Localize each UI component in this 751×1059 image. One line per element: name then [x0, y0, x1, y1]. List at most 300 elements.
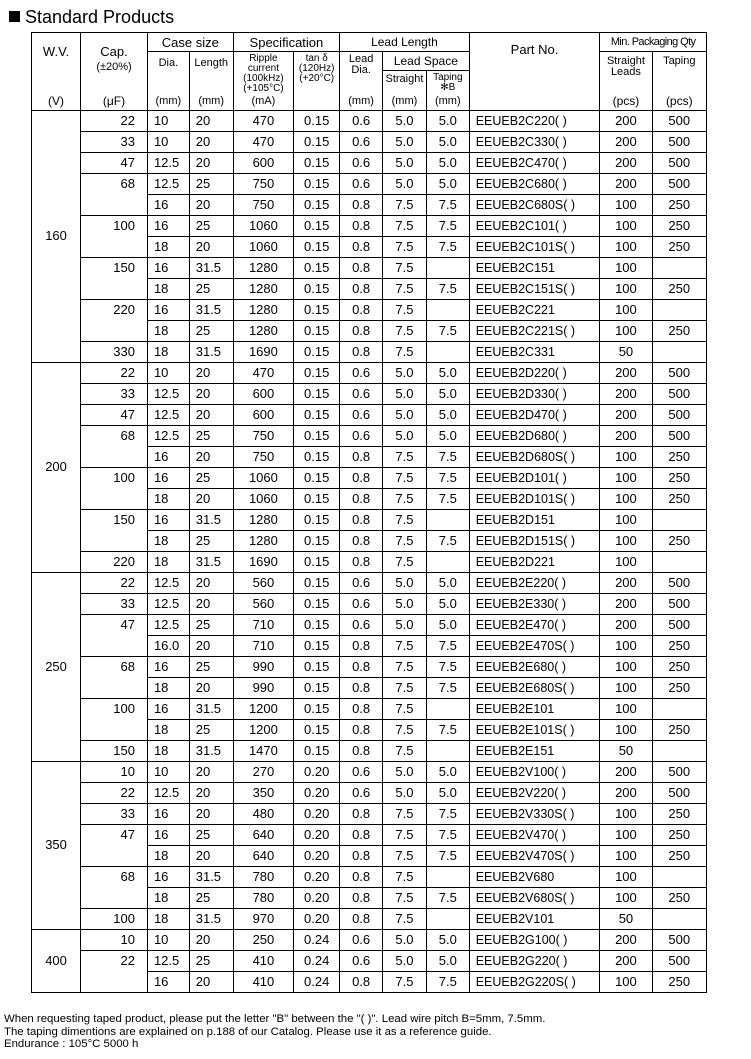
- part-number: EEUEB2E680( ): [469, 656, 600, 677]
- part-number: EEUEB2C470( ): [469, 152, 600, 173]
- qty-straight-leads: 100: [600, 971, 652, 992]
- lead-space-straight: 7.5: [383, 236, 427, 257]
- lead-space-straight: 5.0: [383, 362, 427, 383]
- case-length: 25: [189, 173, 233, 194]
- header-cap-label: Cap.: [100, 44, 128, 59]
- lead-space-taping: 7.5: [426, 530, 469, 551]
- lead-dia: 0.8: [340, 656, 383, 677]
- case-length: 25: [189, 719, 233, 740]
- case-dia: 18: [147, 887, 189, 908]
- tan-delta: 0.15: [294, 194, 340, 215]
- capacitance-cell: 68: [81, 866, 148, 908]
- case-dia: 18: [147, 488, 189, 509]
- table-row: [32, 383, 707, 404]
- standard-products-table: [31, 32, 707, 993]
- header-taping-qty: Taping: [652, 52, 706, 95]
- tan-delta: 0.15: [294, 551, 340, 572]
- part-number: EEUEB2E220( ): [469, 572, 600, 593]
- header-min-packaging: Min. Packaging Qty: [600, 33, 707, 52]
- lead-space-straight: 5.0: [383, 110, 427, 131]
- case-dia: 16: [147, 509, 189, 530]
- lead-space-straight: 7.5: [383, 824, 427, 845]
- capacitance-cell: 22: [81, 572, 148, 593]
- qty-taping: 500: [652, 362, 706, 383]
- ripple-current: 750: [233, 425, 294, 446]
- table-row: [32, 551, 707, 572]
- ripple-current: 1690: [233, 341, 294, 362]
- case-length: 20: [189, 404, 233, 425]
- qty-taping: 500: [652, 383, 706, 404]
- lead-dia: 0.8: [340, 866, 383, 887]
- lead-dia: 0.8: [340, 467, 383, 488]
- ripple-current: 750: [233, 173, 294, 194]
- table-row: [32, 950, 707, 971]
- ripple-current: 1060: [233, 236, 294, 257]
- working-voltage-cell: 400: [32, 929, 81, 992]
- tan-delta: 0.15: [294, 467, 340, 488]
- case-dia: 16: [147, 656, 189, 677]
- part-number: EEUEB2E151: [469, 740, 600, 761]
- lead-space-straight: 7.5: [383, 278, 427, 299]
- straight-leads-line-1: Straight: [606, 55, 645, 67]
- taping-line-1: Taping: [433, 72, 463, 84]
- case-length: 20: [189, 152, 233, 173]
- ripple-current: 1470: [233, 740, 294, 761]
- qty-taping: 250: [652, 887, 706, 908]
- tan-delta: 0.15: [294, 257, 340, 278]
- case-dia: 10: [147, 110, 189, 131]
- qty-straight-leads: 200: [600, 110, 652, 131]
- tan-line-1: tan δ: [305, 53, 328, 64]
- ripple-current: 560: [233, 593, 294, 614]
- lead-space-taping: 5.0: [426, 572, 469, 593]
- case-length: 25: [189, 950, 233, 971]
- qty-straight-leads: 100: [600, 845, 652, 866]
- lead-space-taping: 5.0: [426, 404, 469, 425]
- qty-straight-leads: 100: [600, 299, 652, 320]
- case-dia: 16: [147, 194, 189, 215]
- ripple-line-4: (+105°C): [243, 83, 284, 94]
- qty-straight-leads: 200: [600, 782, 652, 803]
- case-length: 31.5: [189, 908, 233, 929]
- part-number: EEUEB2C101S( ): [469, 236, 600, 257]
- ripple-current: 970: [233, 908, 294, 929]
- lead-dia: 0.8: [340, 740, 383, 761]
- qty-straight-leads: 200: [600, 383, 652, 404]
- case-dia: 18: [147, 341, 189, 362]
- table-row: [32, 803, 707, 824]
- tan-delta: 0.15: [294, 656, 340, 677]
- capacitance-cell: 22: [81, 782, 148, 803]
- lead-space-taping: 5.0: [426, 614, 469, 635]
- qty-taping: 250: [652, 278, 706, 299]
- ripple-current: 480: [233, 803, 294, 824]
- tan-delta: 0.20: [294, 803, 340, 824]
- header-straight-leads: [600, 52, 652, 95]
- qty-straight-leads: 200: [600, 404, 652, 425]
- tan-delta: 0.15: [294, 509, 340, 530]
- qty-taping: 250: [652, 215, 706, 236]
- qty-taping: 500: [652, 131, 706, 152]
- square-bullet-icon: [9, 11, 20, 22]
- table-row: [32, 173, 707, 194]
- ripple-current: 600: [233, 152, 294, 173]
- ripple-current: 1280: [233, 509, 294, 530]
- qty-taping: 500: [652, 173, 706, 194]
- lead-space-straight: 5.0: [383, 929, 427, 950]
- ripple-current: 1280: [233, 257, 294, 278]
- tan-delta: 0.15: [294, 740, 340, 761]
- tan-delta: 0.15: [294, 320, 340, 341]
- taping-line-2: ✻B: [440, 82, 456, 94]
- tan-delta: 0.20: [294, 782, 340, 803]
- lead-space-straight: 7.5: [383, 215, 427, 236]
- case-length: 25: [189, 467, 233, 488]
- header-tan-delta: [294, 52, 340, 95]
- unit-v: (V): [32, 94, 81, 110]
- capacitance-cell: 47: [81, 614, 148, 656]
- part-number: EEUEB2C680S( ): [469, 194, 600, 215]
- qty-straight-leads: 50: [600, 908, 652, 929]
- table-row: [32, 740, 707, 761]
- lead-space-taping: 5.0: [426, 110, 469, 131]
- case-length: 20: [189, 845, 233, 866]
- tan-line-3: (+20°C): [299, 73, 335, 84]
- tan-delta: 0.15: [294, 299, 340, 320]
- case-length: 25: [189, 425, 233, 446]
- lead-space-taping: 5.0: [426, 782, 469, 803]
- tan-delta: 0.15: [294, 593, 340, 614]
- tan-delta: 0.15: [294, 215, 340, 236]
- lead-space-straight: 5.0: [383, 404, 427, 425]
- tan-delta: 0.15: [294, 383, 340, 404]
- case-length: 20: [189, 782, 233, 803]
- part-number: EEUEB2C331: [469, 341, 600, 362]
- capacitance-cell: 33: [81, 593, 148, 614]
- case-dia: 18: [147, 677, 189, 698]
- case-length: 31.5: [189, 509, 233, 530]
- lead-dia-line-2: Dia.: [351, 64, 371, 76]
- qty-straight-leads: 100: [600, 467, 652, 488]
- ripple-line-2: current: [247, 63, 279, 74]
- unit-taping-mm: (mm): [426, 94, 469, 110]
- lead-space-straight: 5.0: [383, 383, 427, 404]
- qty-taping: 500: [652, 929, 706, 950]
- lead-dia: 0.8: [340, 635, 383, 656]
- tan-delta: 0.20: [294, 824, 340, 845]
- part-number: EEUEB2C221: [469, 299, 600, 320]
- lead-space-taping: 7.5: [426, 194, 469, 215]
- ripple-current: 1280: [233, 320, 294, 341]
- lead-space-taping: 5.0: [426, 131, 469, 152]
- lead-space-taping: 7.5: [426, 677, 469, 698]
- capacitance-cell: 33: [81, 803, 148, 824]
- ripple-current: 250: [233, 929, 294, 950]
- lead-dia: 0.8: [340, 698, 383, 719]
- case-dia: 10: [147, 131, 189, 152]
- unit-straight-pcs: (pcs): [600, 94, 652, 110]
- part-number: EEUEB2C221S( ): [469, 320, 600, 341]
- lead-space-taping: [426, 740, 469, 761]
- ripple-current: 990: [233, 677, 294, 698]
- table-row: [32, 572, 707, 593]
- capacitance-cell: 47: [81, 824, 148, 866]
- ripple-current: 1200: [233, 719, 294, 740]
- ripple-line-1: Ripple: [249, 53, 278, 64]
- tan-delta: 0.24: [294, 971, 340, 992]
- qty-straight-leads: 100: [600, 866, 652, 887]
- tan-delta: 0.15: [294, 173, 340, 194]
- unit-ripple-ma: (mA): [233, 94, 294, 110]
- part-number: EEUEB2C101( ): [469, 215, 600, 236]
- case-length: 25: [189, 530, 233, 551]
- qty-straight-leads: 100: [600, 194, 652, 215]
- lead-space-taping: [426, 551, 469, 572]
- case-dia: 18: [147, 740, 189, 761]
- qty-taping: [652, 551, 706, 572]
- qty-straight-leads: 100: [600, 320, 652, 341]
- qty-straight-leads: 200: [600, 173, 652, 194]
- case-dia: 12.5: [147, 173, 189, 194]
- case-dia: 10: [147, 761, 189, 782]
- table-row: [32, 908, 707, 929]
- capacitance-cell: 150: [81, 509, 148, 551]
- tan-delta: 0.15: [294, 404, 340, 425]
- ripple-current: 1280: [233, 530, 294, 551]
- lead-space-taping: 7.5: [426, 803, 469, 824]
- qty-straight-leads: 100: [600, 236, 652, 257]
- qty-taping: [652, 908, 706, 929]
- unit-part-empty: [469, 94, 600, 110]
- lead-space-straight: 5.0: [383, 950, 427, 971]
- part-number: EEUEB2E101: [469, 698, 600, 719]
- qty-straight-leads: 200: [600, 593, 652, 614]
- lead-space-straight: 7.5: [383, 677, 427, 698]
- qty-straight-leads: 200: [600, 761, 652, 782]
- tan-delta: 0.15: [294, 131, 340, 152]
- qty-taping: [652, 698, 706, 719]
- table-row: [32, 593, 707, 614]
- qty-taping: 250: [652, 446, 706, 467]
- case-length: 20: [189, 110, 233, 131]
- lead-dia: 0.8: [340, 299, 383, 320]
- qty-taping: 250: [652, 530, 706, 551]
- qty-taping: 250: [652, 488, 706, 509]
- qty-taping: 250: [652, 824, 706, 845]
- lead-dia: 0.8: [340, 551, 383, 572]
- lead-dia: 0.6: [340, 131, 383, 152]
- ripple-current: 990: [233, 656, 294, 677]
- tan-delta: 0.20: [294, 887, 340, 908]
- case-dia: 16: [147, 866, 189, 887]
- header-lead-space: Lead Space: [383, 52, 470, 71]
- case-length: 25: [189, 215, 233, 236]
- qty-taping: 250: [652, 320, 706, 341]
- qty-straight-leads: 100: [600, 677, 652, 698]
- case-dia: 12.5: [147, 404, 189, 425]
- capacitance-cell: 330: [81, 341, 148, 362]
- qty-taping: 500: [652, 152, 706, 173]
- lead-dia: 0.8: [340, 278, 383, 299]
- lead-space-taping: 5.0: [426, 173, 469, 194]
- table-row: [32, 866, 707, 887]
- part-number: EEUEB2V330S( ): [469, 803, 600, 824]
- part-number: EEUEB2D151S( ): [469, 530, 600, 551]
- ripple-current: 780: [233, 887, 294, 908]
- capacitance-cell: 68: [81, 173, 148, 215]
- tan-delta: 0.20: [294, 866, 340, 887]
- case-length: 31.5: [189, 698, 233, 719]
- lead-dia: 0.6: [340, 383, 383, 404]
- qty-straight-leads: 100: [600, 215, 652, 236]
- part-number: EEUEB2G220S( ): [469, 971, 600, 992]
- case-dia: 16: [147, 803, 189, 824]
- lead-dia: 0.6: [340, 173, 383, 194]
- qty-straight-leads: 200: [600, 572, 652, 593]
- qty-taping: 500: [652, 950, 706, 971]
- ripple-line-3: (100kHz): [243, 73, 284, 84]
- ripple-current: 1280: [233, 299, 294, 320]
- working-voltage-cell: 350: [32, 761, 81, 929]
- lead-space-straight: 7.5: [383, 551, 427, 572]
- lead-dia: 0.8: [340, 719, 383, 740]
- case-length: 20: [189, 635, 233, 656]
- tan-delta: 0.15: [294, 614, 340, 635]
- lead-space-taping: 5.0: [426, 761, 469, 782]
- qty-straight-leads: 100: [600, 803, 652, 824]
- unit-tan-empty: [294, 94, 340, 110]
- case-dia: 16.0: [147, 635, 189, 656]
- case-length: 20: [189, 677, 233, 698]
- lead-space-straight: 7.5: [383, 845, 427, 866]
- qty-taping: 250: [652, 719, 706, 740]
- qty-taping: 250: [652, 236, 706, 257]
- lead-space-straight: 7.5: [383, 698, 427, 719]
- table-header: [32, 33, 707, 111]
- part-number: EEUEB2E330( ): [469, 593, 600, 614]
- tan-delta: 0.15: [294, 362, 340, 383]
- case-dia: 16: [147, 446, 189, 467]
- lead-space-straight: 5.0: [383, 593, 427, 614]
- tan-delta: 0.15: [294, 488, 340, 509]
- ripple-current: 1200: [233, 698, 294, 719]
- qty-straight-leads: 100: [600, 530, 652, 551]
- ripple-current: 710: [233, 635, 294, 656]
- table-row: [32, 824, 707, 845]
- lead-space-taping: 5.0: [426, 362, 469, 383]
- case-length: 20: [189, 593, 233, 614]
- header-cap: [81, 33, 148, 95]
- part-number: EEUEB2C151S( ): [469, 278, 600, 299]
- lead-dia: 0.8: [340, 194, 383, 215]
- lead-space-taping: 7.5: [426, 845, 469, 866]
- case-length: 20: [189, 194, 233, 215]
- lead-dia: 0.8: [340, 887, 383, 908]
- capacitance-cell: 100: [81, 467, 148, 509]
- ripple-current: 560: [233, 572, 294, 593]
- capacitance-cell: 100: [81, 698, 148, 740]
- lead-space-taping: 5.0: [426, 425, 469, 446]
- part-number: EEUEB2D151: [469, 509, 600, 530]
- lead-dia: 0.6: [340, 614, 383, 635]
- part-number: EEUEB2D470( ): [469, 404, 600, 425]
- tan-delta: 0.15: [294, 152, 340, 173]
- ripple-current: 470: [233, 131, 294, 152]
- case-dia: 16: [147, 971, 189, 992]
- lead-dia: 0.8: [340, 530, 383, 551]
- lead-space-straight: 7.5: [383, 866, 427, 887]
- part-number: EEUEB2E470( ): [469, 614, 600, 635]
- part-number: EEUEB2C151: [469, 257, 600, 278]
- capacitance-cell: 150: [81, 740, 148, 761]
- ripple-current: 470: [233, 362, 294, 383]
- lead-space-taping: 7.5: [426, 971, 469, 992]
- unit-lead-dia-mm: (mm): [340, 94, 383, 110]
- tan-delta: 0.15: [294, 425, 340, 446]
- case-dia: 12.5: [147, 425, 189, 446]
- capacitance-cell: 150: [81, 257, 148, 299]
- tan-delta: 0.15: [294, 572, 340, 593]
- part-number: EEUEB2E470S( ): [469, 635, 600, 656]
- working-voltage-cell: 200: [32, 362, 81, 572]
- case-length: 20: [189, 131, 233, 152]
- ripple-current: 470: [233, 110, 294, 131]
- case-length: 25: [189, 614, 233, 635]
- part-number: EEUEB2G220( ): [469, 950, 600, 971]
- ripple-current: 270: [233, 761, 294, 782]
- ripple-current: 640: [233, 824, 294, 845]
- lead-space-taping: 7.5: [426, 467, 469, 488]
- unit-straight-mm: (mm): [383, 94, 427, 110]
- part-number: EEUEB2V680: [469, 866, 600, 887]
- qty-straight-leads: 200: [600, 929, 652, 950]
- case-length: 20: [189, 362, 233, 383]
- qty-straight-leads: 200: [600, 614, 652, 635]
- lead-space-straight: 7.5: [383, 467, 427, 488]
- title-text: Standard Products: [25, 7, 175, 27]
- part-number: EEUEB2D221: [469, 551, 600, 572]
- case-dia: 12.5: [147, 572, 189, 593]
- lead-space-straight: 5.0: [383, 572, 427, 593]
- case-dia: 18: [147, 278, 189, 299]
- case-dia: 16: [147, 215, 189, 236]
- case-length: 31.5: [189, 341, 233, 362]
- lead-space-straight: 7.5: [383, 803, 427, 824]
- tan-delta: 0.15: [294, 719, 340, 740]
- case-dia: 18: [147, 530, 189, 551]
- lead-dia: 0.8: [340, 341, 383, 362]
- case-length: 31.5: [189, 740, 233, 761]
- table-row: [32, 929, 707, 950]
- case-length: 20: [189, 572, 233, 593]
- case-length: 25: [189, 278, 233, 299]
- tan-delta: 0.15: [294, 446, 340, 467]
- lead-space-straight: 7.5: [383, 446, 427, 467]
- lead-space-taping: [426, 257, 469, 278]
- lead-space-taping: 7.5: [426, 887, 469, 908]
- lead-space-straight: 7.5: [383, 887, 427, 908]
- case-dia: 10: [147, 362, 189, 383]
- part-number: EEUEB2V680S( ): [469, 887, 600, 908]
- case-length: 25: [189, 320, 233, 341]
- header-straight: Straight: [383, 71, 427, 94]
- qty-taping: 250: [652, 635, 706, 656]
- unit-taping-pcs: (pcs): [652, 94, 706, 110]
- qty-straight-leads: 200: [600, 131, 652, 152]
- lead-space-taping: 7.5: [426, 635, 469, 656]
- qty-straight-leads: 100: [600, 887, 652, 908]
- table-row: [32, 341, 707, 362]
